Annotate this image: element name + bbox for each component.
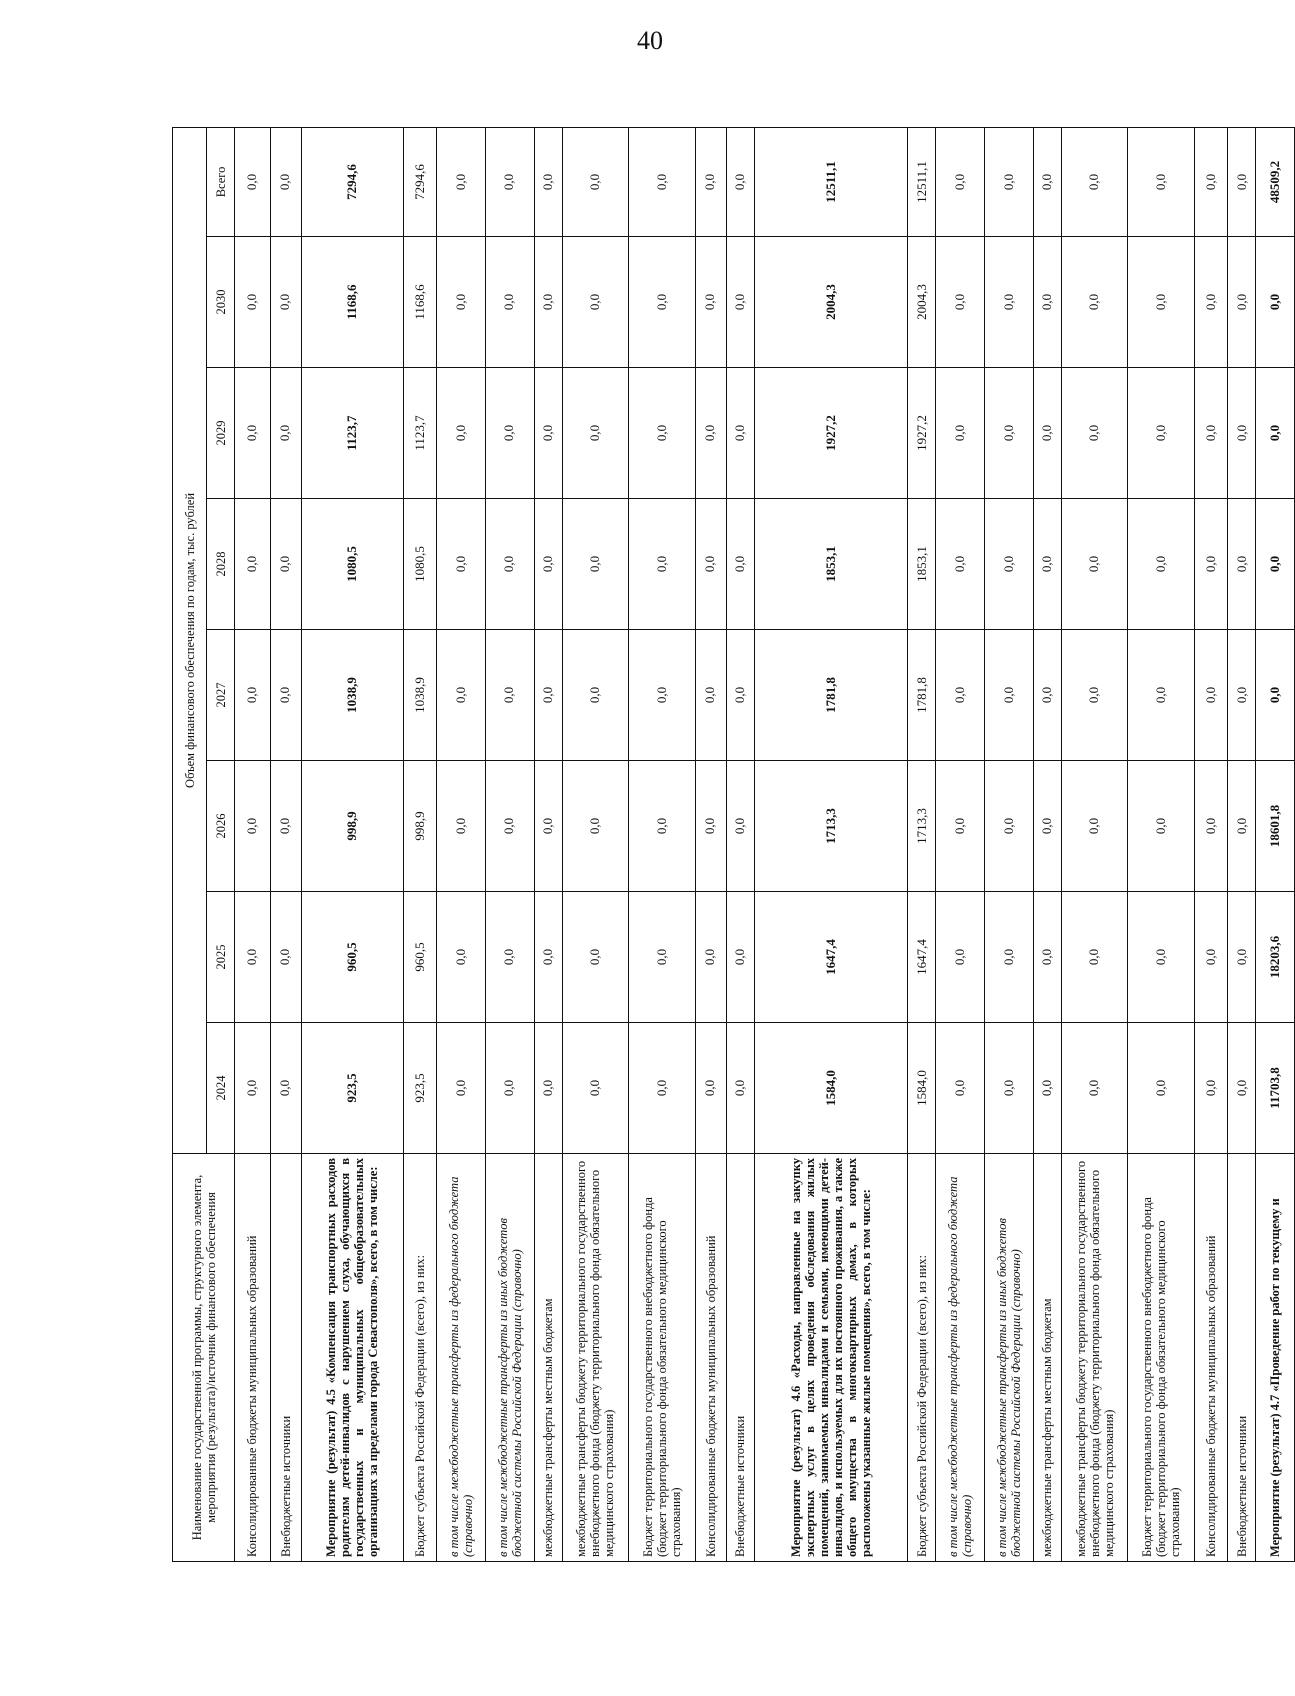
value-cell: 0,0 (726, 499, 754, 630)
table-row (1128, 127, 1195, 1561)
value-cell: 1584,0 (908, 1023, 936, 1154)
value-cell: 1781,8 (908, 630, 936, 761)
value-cell: 1168,6 (301, 237, 403, 368)
value-cell: 0,0 (485, 237, 534, 368)
value-cell: 18203,6 (1256, 892, 1295, 1023)
value-cell: 0,0 (485, 892, 534, 1023)
value-cell: 0,0 (1128, 237, 1195, 368)
value-cell: 0,0 (629, 499, 696, 630)
table-row (754, 127, 908, 1561)
table-row (485, 127, 534, 1561)
value-cell: 0,0 (270, 499, 301, 630)
value-cell: 0,0 (936, 1023, 985, 1154)
value-cell: 0,0 (270, 368, 301, 499)
value-cell: 960,5 (301, 892, 403, 1023)
value-cell: 0,0 (985, 499, 1034, 630)
value-cell: 0,0 (235, 499, 271, 630)
value-cell: 0,0 (1195, 237, 1228, 368)
value-cell: 0,0 (1228, 630, 1256, 761)
row-label: в том числе межбюджетные трансферты из иных бюджетов бюджетной системы Российской Федерации (справочно) (485, 1154, 534, 1562)
value-cell: 1647,4 (908, 892, 936, 1023)
header-year: 2030 (207, 237, 235, 368)
value-cell: 0,0 (270, 1023, 301, 1154)
value-cell: 1584,0 (754, 1023, 908, 1154)
value-cell: 0,0 (985, 237, 1034, 368)
value-cell: 12511,1 (754, 127, 908, 236)
value-cell: 0,0 (629, 237, 696, 368)
value-cell: 0,0 (1256, 630, 1295, 761)
value-cell: 960,5 (403, 892, 436, 1023)
value-cell: 0,0 (1033, 127, 1061, 236)
value-cell: 1853,1 (908, 499, 936, 630)
row-label: в том числе межбюджетные трансферты из федерального бюджета (справочно) (437, 1154, 486, 1562)
value-cell: 0,0 (1128, 892, 1195, 1023)
table-row (534, 127, 562, 1561)
value-cell: 0,0 (562, 630, 629, 761)
table-row (301, 127, 403, 1561)
value-cell: 0,0 (1128, 761, 1195, 892)
value-cell: 0,0 (936, 630, 985, 761)
value-cell: 998,9 (301, 761, 403, 892)
value-cell: 0,0 (235, 630, 271, 761)
value-cell: 0,0 (1061, 892, 1128, 1023)
value-cell: 0,0 (985, 761, 1034, 892)
row-label: Бюджет территориального государственного внебюджетного фонда (бюджет территориального фонда обязательного медицинского страхования) (629, 1154, 696, 1562)
value-cell: 0,0 (1228, 892, 1256, 1023)
value-cell: 0,0 (695, 630, 726, 761)
value-cell: 12511,1 (908, 127, 936, 236)
row-label: Консолидированные бюджеты муниципальных образований (235, 1154, 271, 1562)
value-cell: 0,0 (562, 892, 629, 1023)
value-cell: 0,0 (437, 127, 486, 236)
row-label: Внебюджетные источники (270, 1154, 301, 1562)
value-cell: 0,0 (936, 761, 985, 892)
value-cell: 0,0 (1061, 237, 1128, 368)
value-cell: 0,0 (485, 630, 534, 761)
value-cell: 0,0 (695, 1023, 726, 1154)
table-row (936, 127, 985, 1561)
value-cell: 0,0 (1033, 761, 1061, 892)
value-cell: 0,0 (562, 499, 629, 630)
table-row (562, 127, 629, 1561)
value-cell: 1927,2 (754, 368, 908, 499)
value-cell: 0,0 (1061, 630, 1128, 761)
header-year: 2025 (207, 892, 235, 1023)
value-cell: 1080,5 (403, 499, 436, 630)
value-cell: 0,0 (1128, 499, 1195, 630)
value-cell: 0,0 (1195, 892, 1228, 1023)
header-name: Наименование государственной программы, структурного элемента, мероприятия (результата)/источник финансового обеспечения (173, 1154, 235, 1562)
value-cell: 0,0 (437, 368, 486, 499)
value-cell: 1713,3 (754, 761, 908, 892)
value-cell: 0,0 (1061, 499, 1128, 630)
value-cell: 0,0 (936, 368, 985, 499)
value-cell: 1123,7 (403, 368, 436, 499)
value-cell: 0,0 (695, 892, 726, 1023)
value-cell: 0,0 (936, 237, 985, 368)
value-cell: 1713,3 (908, 761, 936, 892)
value-cell: 923,5 (403, 1023, 436, 1154)
value-cell: 0,0 (270, 237, 301, 368)
row-label: Мероприятие (результат) 4.6 «Расходы, направленные на закупку экспертных услуг в целях проведения обследования жилых помещений, занимаемых инвалидами и семьями, имеющими детей-инвалидов, и используемых для их постоянного проживания, а также общего имущества в многоквартирных домах, в которых расположены указанные жилые помещения», всего, в том числе: (754, 1154, 908, 1562)
value-cell: 0,0 (1033, 237, 1061, 368)
table-row (726, 127, 754, 1561)
table-row (629, 127, 696, 1561)
value-cell: 0,0 (985, 127, 1034, 236)
value-cell: 0,0 (629, 1023, 696, 1154)
value-cell: 0,0 (1228, 499, 1256, 630)
header-year: Всего (207, 127, 235, 236)
value-cell: 0,0 (629, 368, 696, 499)
value-cell: 0,0 (1033, 499, 1061, 630)
header-year: 2026 (207, 761, 235, 892)
value-cell: 7294,6 (301, 127, 403, 236)
table-row (695, 127, 726, 1561)
value-cell: 0,0 (1195, 1023, 1228, 1154)
row-label: межбюджетные трансферты местным бюджетам (1033, 1154, 1061, 1562)
value-cell: 1080,5 (301, 499, 403, 630)
value-cell: 0,0 (437, 761, 486, 892)
header-volume: Объем финансового обеспечения по годам, тыс. рублей (173, 127, 207, 1153)
value-cell: 0,0 (1128, 368, 1195, 499)
table-row (270, 127, 301, 1561)
value-cell: 0,0 (1195, 127, 1228, 236)
row-label: Бюджет территориального государственного внебюджетного фонда (бюджет территориального фонда обязательного медицинского страхования) (1128, 1154, 1195, 1562)
value-cell: 0,0 (562, 127, 629, 236)
table-row (437, 127, 486, 1561)
value-cell: 7294,6 (403, 127, 436, 236)
financing-table (172, 127, 1295, 1562)
value-cell: 0,0 (1033, 1023, 1061, 1154)
value-cell: 0,0 (1128, 127, 1195, 236)
value-cell: 1927,2 (908, 368, 936, 499)
value-cell: 0,0 (485, 1023, 534, 1154)
value-cell: 0,0 (437, 237, 486, 368)
value-cell: 0,0 (726, 127, 754, 236)
value-cell: 1123,7 (301, 368, 403, 499)
value-cell: 0,0 (562, 237, 629, 368)
value-cell: 0,0 (1128, 630, 1195, 761)
header-year: 2029 (207, 368, 235, 499)
value-cell: 18601,8 (1256, 761, 1295, 892)
value-cell: 0,0 (936, 499, 985, 630)
value-cell: 0,0 (629, 630, 696, 761)
value-cell: 0,0 (270, 127, 301, 236)
value-cell: 1647,4 (754, 892, 908, 1023)
value-cell: 11703,8 (1256, 1023, 1295, 1154)
value-cell: 0,0 (562, 1023, 629, 1154)
row-label: в том числе межбюджетные трансферты из федерального бюджета (справочно) (936, 1154, 985, 1562)
value-cell: 0,0 (1228, 1023, 1256, 1154)
header-year: 2024 (207, 1023, 235, 1154)
value-cell: 0,0 (534, 237, 562, 368)
value-cell: 0,0 (1195, 368, 1228, 499)
value-cell: 0,0 (534, 368, 562, 499)
value-cell: 0,0 (695, 499, 726, 630)
value-cell: 0,0 (485, 761, 534, 892)
value-cell: 0,0 (695, 761, 726, 892)
value-cell: 1168,6 (403, 237, 436, 368)
row-label: Консолидированные бюджеты муниципальных образований (1195, 1154, 1228, 1562)
value-cell: 0,0 (485, 499, 534, 630)
row-label: межбюджетные трансферты местным бюджетам (534, 1154, 562, 1562)
value-cell: 0,0 (534, 892, 562, 1023)
value-cell: 0,0 (936, 127, 985, 236)
value-cell: 0,0 (1195, 630, 1228, 761)
value-cell: 0,0 (1033, 630, 1061, 761)
value-cell: 0,0 (985, 368, 1034, 499)
value-cell: 0,0 (695, 237, 726, 368)
value-cell: 0,0 (235, 892, 271, 1023)
value-cell: 0,0 (534, 127, 562, 236)
row-label: в том числе межбюджетные трансферты из иных бюджетов бюджетной системы Российской Федерации (справочно) (985, 1154, 1034, 1562)
row-label: Мероприятие (результат) 4.5 «Компенсация транспортных расходов родителям детей-инвалидов с нарушением слуха, обучающихся в государственных и муниципальных общеобразовательных организациях за пределами города Севастополя», всего, в том числе: (301, 1154, 403, 1562)
value-cell: 0,0 (1228, 237, 1256, 368)
value-cell: 2004,3 (754, 237, 908, 368)
value-cell: 1781,8 (754, 630, 908, 761)
value-cell: 0,0 (695, 368, 726, 499)
header-year: 2028 (207, 499, 235, 630)
value-cell: 1038,9 (301, 630, 403, 761)
table-row (1195, 127, 1228, 1561)
table-row (908, 127, 936, 1561)
table-row (1061, 127, 1128, 1561)
value-cell: 923,5 (301, 1023, 403, 1154)
value-cell: 0,0 (235, 368, 271, 499)
value-cell: 0,0 (270, 892, 301, 1023)
value-cell: 0,0 (629, 892, 696, 1023)
value-cell: 0,0 (485, 368, 534, 499)
value-cell: 0,0 (534, 499, 562, 630)
value-cell: 0,0 (270, 630, 301, 761)
value-cell: 0,0 (437, 1023, 486, 1154)
value-cell: 2004,3 (908, 237, 936, 368)
value-cell: 0,0 (562, 368, 629, 499)
row-label: межбюджетные трансферты бюджету территориального государственного внебюджетного фонда (бюджету территориального фонда обязательного медицинского страхования) (1061, 1154, 1128, 1562)
value-cell: 0,0 (1256, 237, 1295, 368)
value-cell: 0,0 (985, 892, 1034, 1023)
value-cell: 0,0 (1228, 127, 1256, 236)
value-cell: 0,0 (235, 761, 271, 892)
value-cell: 0,0 (437, 499, 486, 630)
value-cell: 0,0 (1033, 368, 1061, 499)
value-cell: 0,0 (726, 237, 754, 368)
value-cell: 0,0 (235, 237, 271, 368)
row-label: Внебюджетные источники (726, 1154, 754, 1562)
value-cell: 1853,1 (754, 499, 908, 630)
value-cell: 0,0 (235, 127, 271, 236)
table-row (985, 127, 1034, 1561)
row-label: Внебюджетные источники (1228, 1154, 1256, 1562)
value-cell: 998,9 (403, 761, 436, 892)
value-cell: 1038,9 (403, 630, 436, 761)
row-label: Консолидированные бюджеты муниципальных образований (695, 1154, 726, 1562)
value-cell: 0,0 (437, 892, 486, 1023)
row-label: Бюджет субъекта Российской Федерации (всего), из них: (908, 1154, 936, 1562)
value-cell: 0,0 (1061, 368, 1128, 499)
value-cell: 0,0 (726, 368, 754, 499)
value-cell: 0,0 (1228, 368, 1256, 499)
value-cell: 0,0 (629, 127, 696, 236)
row-label: Мероприятие (результат) 4.7 «Проведение работ по текущему и (1256, 1154, 1295, 1562)
row-label: Бюджет субъекта Российской Федерации (всего), из них: (403, 1154, 436, 1562)
value-cell: 0,0 (485, 127, 534, 236)
value-cell: 0,0 (1128, 1023, 1195, 1154)
value-cell: 0,0 (1256, 368, 1295, 499)
value-cell: 0,0 (534, 761, 562, 892)
table-row (1033, 127, 1061, 1561)
value-cell: 0,0 (1228, 761, 1256, 892)
value-cell: 0,0 (1061, 127, 1128, 236)
value-cell: 0,0 (726, 1023, 754, 1154)
value-cell: 0,0 (1061, 761, 1128, 892)
value-cell: 48509,2 (1256, 127, 1295, 236)
rotated-table-container (172, 128, 1295, 1562)
value-cell: 0,0 (1195, 761, 1228, 892)
table-row (235, 127, 271, 1561)
value-cell: 0,0 (235, 1023, 271, 1154)
value-cell: 0,0 (695, 127, 726, 236)
value-cell: 0,0 (936, 892, 985, 1023)
value-cell: 0,0 (270, 761, 301, 892)
table-row (1256, 127, 1295, 1561)
value-cell: 0,0 (726, 630, 754, 761)
row-label: межбюджетные трансферты бюджету территориального государственного внебюджетного фонда (бюджету территориального фонда обязательного медицинского страхования) (562, 1154, 629, 1562)
header-year: 2027 (207, 630, 235, 761)
value-cell: 0,0 (562, 761, 629, 892)
page-number: 40 (637, 26, 663, 55)
value-cell: 0,0 (726, 892, 754, 1023)
table-row (1228, 127, 1256, 1561)
value-cell: 0,0 (985, 630, 1034, 761)
value-cell: 0,0 (1033, 892, 1061, 1023)
value-cell: 0,0 (1195, 499, 1228, 630)
value-cell: 0,0 (726, 761, 754, 892)
value-cell: 0,0 (534, 1023, 562, 1154)
value-cell: 0,0 (1256, 499, 1295, 630)
value-cell: 0,0 (534, 630, 562, 761)
table-row (403, 127, 436, 1561)
value-cell: 0,0 (437, 630, 486, 761)
value-cell: 0,0 (1061, 1023, 1128, 1154)
value-cell: 0,0 (629, 761, 696, 892)
value-cell: 0,0 (985, 1023, 1034, 1154)
